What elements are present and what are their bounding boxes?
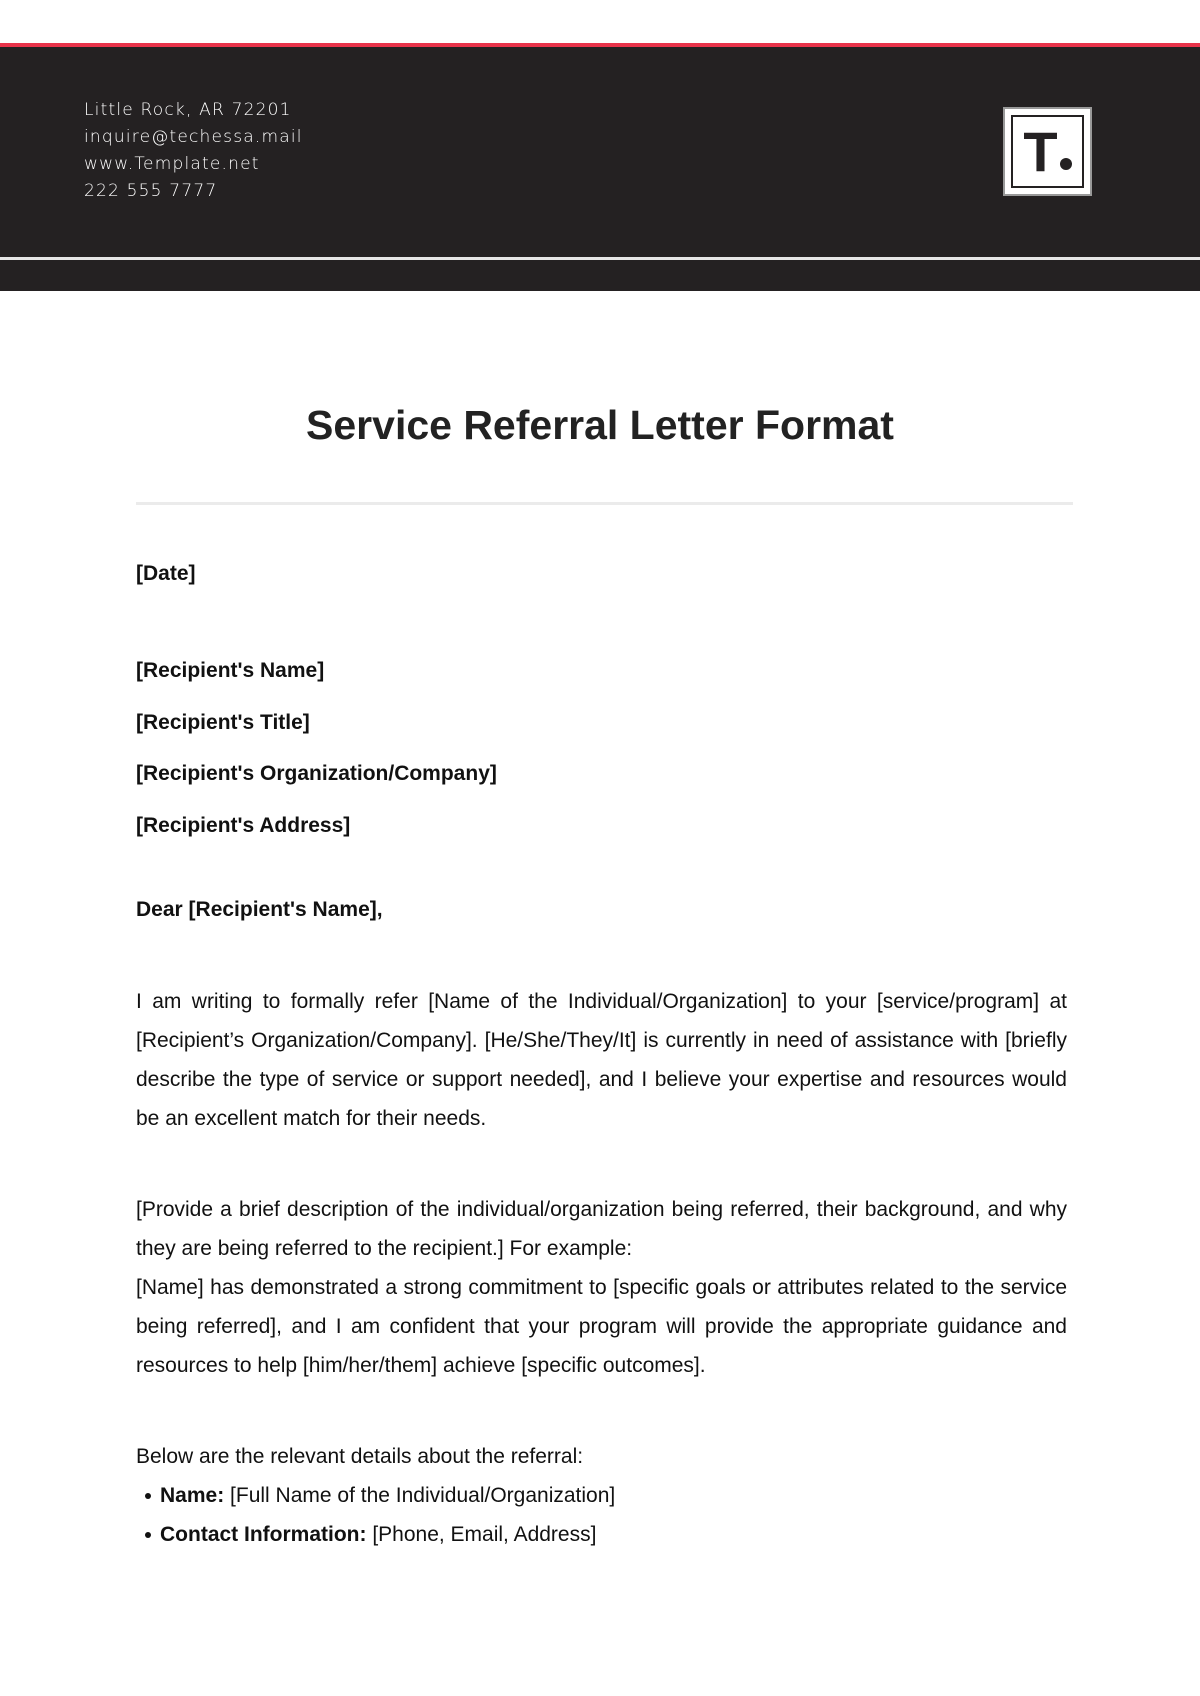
letterhead <box>0 47 1200 291</box>
contact-info <box>84 97 303 205</box>
details-intro: Below are the relevant details about the referral: <box>136 1445 584 1468</box>
website: www.Template.net <box>84 154 260 174</box>
recipient-organization: [Recipient's Organization/Company] <box>136 762 497 785</box>
recipient-title: [Recipient's Title] <box>136 710 310 734</box>
logo <box>1005 109 1090 194</box>
email: inquire@techessa.mail <box>84 127 303 147</box>
logo-mark: T <box>1011 115 1084 188</box>
list-item: Name: [Full Name of the Individual/Organization] <box>136 1476 1067 1515</box>
recipient-name: [Recipient's Name] <box>136 659 325 682</box>
paragraph-description-a: [Provide a brief description of the individual/organization being referred, their background, and why they are being referred to the recipient.] For example: <box>136 1198 1067 1260</box>
recipient-address: [Recipient's Address] <box>136 813 351 837</box>
salutation: Dear [Recipient's Name], <box>136 898 383 921</box>
page-title: Service Referral Letter Format <box>306 402 894 448</box>
phone: 222 555 7777 <box>84 181 218 201</box>
paragraph-description <box>136 1190 1067 1385</box>
list-item: Contact Information: [Phone, Email, Address] <box>136 1515 1067 1554</box>
title-divider <box>136 502 1073 505</box>
paragraph-intro: I am writing to formally refer [Name of the Individual/Organization] to your [service/program] at [Recipient’s Organization/Company]. [He/She/They/It] is currently in need of assistance with [briefly describe the type of service or support needed], and I believe your expertise and resources would be an excellent match for their needs. <box>136 990 1067 1130</box>
details-list <box>136 1476 1067 1554</box>
address: Little Rock, AR 72201 <box>84 100 292 120</box>
recipient-block <box>136 645 1067 851</box>
details-section <box>136 1437 1067 1554</box>
date: [Date] <box>136 562 196 585</box>
header-divider <box>0 257 1200 260</box>
paragraph-description-b: [Name] has demonstrated a strong commitment to [specific goals or attributes related to the service being referred], and I am confident that your program will provide the appropriate guidance and resources to help [him/her/them] achieve [specific outcomes]. <box>136 1276 1067 1377</box>
